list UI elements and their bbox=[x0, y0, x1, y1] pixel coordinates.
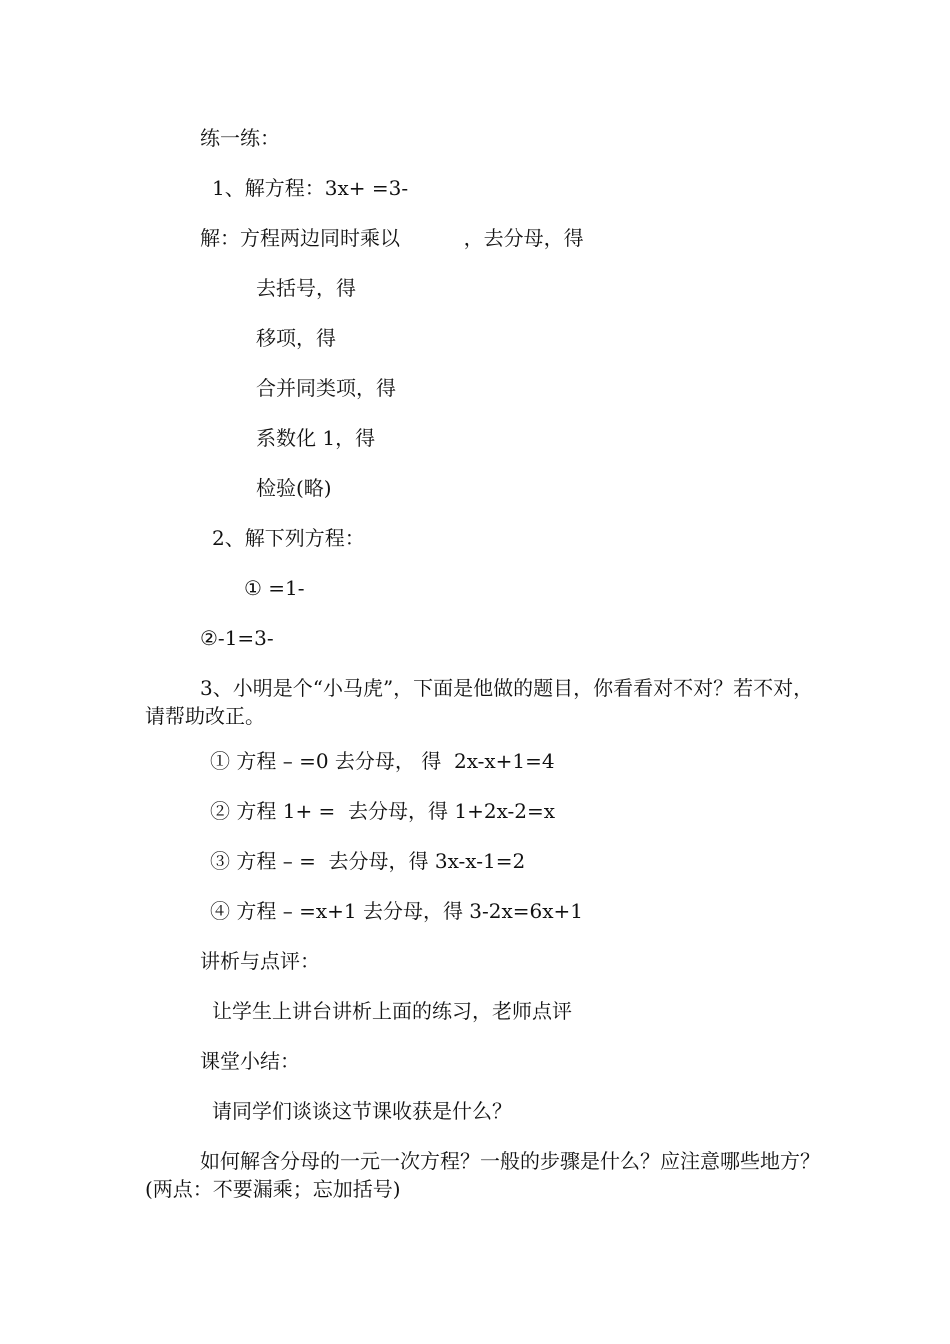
solution-step-multiply: 解：方程两边同时乘以 ，去分母，得 bbox=[200, 226, 584, 250]
summary-text: 如何解含分母的一元一次方程？一般的步骤是什么？应注意哪些地方？(两点：不要漏乘；忘加括号) bbox=[145, 1149, 820, 1201]
section-heading-analysis: 讲析与点评： bbox=[200, 949, 320, 973]
exercise-2-item-1: ① =1- bbox=[244, 576, 305, 600]
solution-step-combine: 合并同类项，得 bbox=[256, 376, 396, 400]
summary-question: 请同学们谈谈这节课收获是什么？ bbox=[212, 1099, 512, 1123]
analysis-text: 让学生上讲台讲析上面的练习，老师点评 bbox=[212, 999, 572, 1023]
exercise-3: 3、小明是个“小马虎”，下面是他做的题目，你看看对不对？若不对，请帮助改正。 bbox=[145, 676, 814, 728]
exercise-2-item-2: ②-1=3- bbox=[200, 626, 274, 650]
exercise-3-item-3: ③ 方程 – = 去分母，得 3x-x-1=2 bbox=[210, 849, 526, 873]
solution-step-coefficient: 系数化 1，得 bbox=[256, 426, 376, 450]
exercise-1: 1、解方程：3x+ =3- bbox=[212, 176, 409, 200]
exercise-3-item-1: ① 方程 – =0 去分母， 得 2x-x+1=4 bbox=[210, 749, 555, 773]
section-heading-summary: 课堂小结： bbox=[200, 1049, 300, 1073]
solution-step-check: 检验(略) bbox=[256, 476, 332, 500]
solution-step-brackets: 去括号，得 bbox=[256, 276, 356, 300]
exercise-3-item-4: ④ 方程 – =x+1 去分母，得 3-2x=6x+1 bbox=[210, 899, 584, 923]
section-heading-practice: 练一练： bbox=[200, 126, 280, 150]
solution-step-transpose: 移项，得 bbox=[256, 326, 336, 350]
exercise-3-item-2: ② 方程 1+ = 去分母，得 1+2x-2=x bbox=[210, 799, 556, 823]
exercise-2: 2、解下列方程： bbox=[212, 526, 365, 550]
